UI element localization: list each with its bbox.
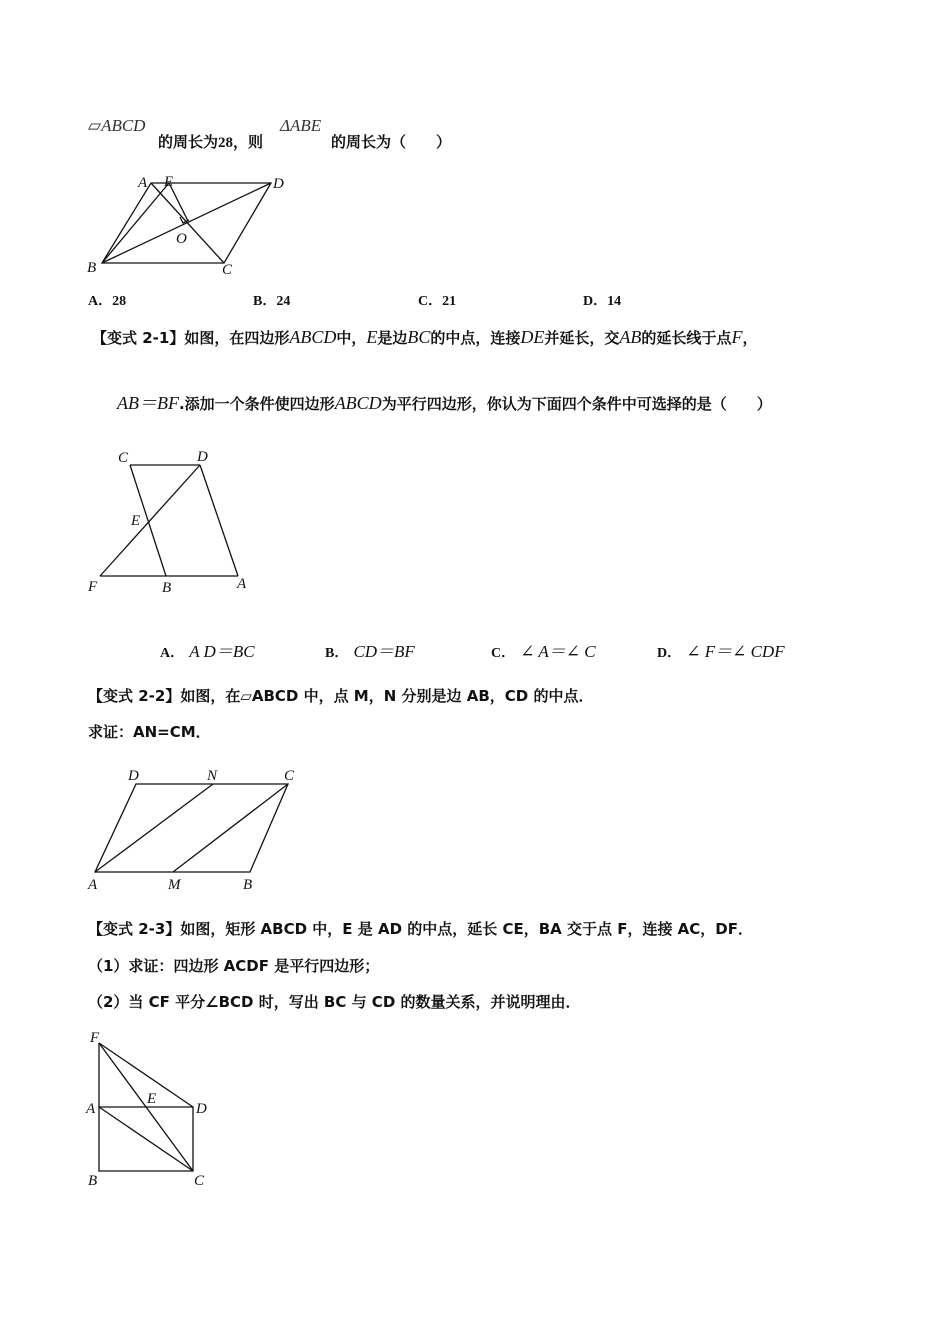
- label-e: E: [131, 513, 141, 529]
- v21-line1-part: ，: [742, 329, 758, 347]
- v21-line1-part: AB: [619, 327, 642, 347]
- v22-segment-mc: [173, 784, 288, 872]
- v21-option-d[interactable]: D． ∠ F＝∠ CDF: [657, 642, 785, 661]
- v21-option-a[interactable]: A． A D＝BC: [160, 642, 255, 661]
- v21-line1-part: 并延长，交: [544, 329, 620, 347]
- label-c: C: [222, 262, 233, 278]
- figure-v21-quadrilateral: [80, 440, 270, 600]
- v23-segment-ac: [99, 1107, 193, 1171]
- v23-segment-fd: [99, 1043, 193, 1107]
- v21-side-da: [200, 465, 238, 576]
- q1-option-a[interactable]: A．28: [88, 294, 127, 309]
- label-a: A: [237, 576, 247, 592]
- label-d: D: [196, 1101, 207, 1117]
- label-d: D: [273, 176, 284, 192]
- v22-parallelogram-abcd: [95, 784, 288, 872]
- q1-option-d[interactable]: D．14: [583, 294, 622, 309]
- v21-line1-part: ABCD: [289, 327, 337, 347]
- label-a: A: [138, 175, 148, 191]
- label-n: N: [207, 768, 218, 784]
- v23-part1: （1）求证：四边形 ACDF 是平行四边形；: [88, 957, 380, 975]
- v21-line2: AB＝BF.添加一个条件使四边形ABCD为平行四边形，你认为下面四个条件中可选择的是（ ）: [117, 393, 772, 413]
- label-a: A: [88, 877, 98, 893]
- v22-tag: 【变式 2-2】: [88, 687, 181, 705]
- v23-tag: 【变式 2-3】: [88, 920, 181, 938]
- v23-part2: （2）当 CF 平分∠BCD 时，写出 BC 与 CD 的数量关系，并说明理由．: [88, 993, 581, 1011]
- label-c: C: [194, 1173, 205, 1189]
- q1-text-perimeter: 的周长为28，则: [158, 133, 264, 151]
- label-d: D: [197, 449, 208, 465]
- v22-prove: 求证：AN=CM．: [88, 723, 211, 741]
- v21-line1-part: F: [731, 327, 743, 347]
- label-o: O: [176, 231, 187, 247]
- label-d: D: [128, 768, 139, 784]
- q1-segment-be: [102, 183, 169, 263]
- label-e: E: [147, 1091, 157, 1107]
- v21-line1-part: 的中点，连接: [430, 329, 521, 347]
- q1-diagonal-bd: [102, 183, 271, 263]
- label-m: M: [168, 877, 181, 893]
- v21-option-b[interactable]: B． CD＝BF: [325, 642, 415, 661]
- v21-option-c[interactable]: C． ∠ A＝∠ C: [491, 642, 596, 661]
- v21-line-fd: [100, 465, 200, 576]
- label-f: F: [90, 1030, 100, 1046]
- v21-line1-part: DE: [520, 327, 545, 347]
- v22-line1: 【变式 2-2】如图，在▱ABCD 中，点 M，N 分别是边 AB，CD 的中点．: [88, 687, 594, 705]
- v21-line1-part: 的延长线于点: [641, 329, 732, 347]
- v21-line1-part: BC: [407, 327, 431, 347]
- label-b: B: [87, 260, 97, 276]
- label-b: B: [162, 580, 172, 596]
- label-b: B: [88, 1173, 98, 1189]
- q1-option-b[interactable]: B．24: [253, 294, 291, 309]
- q1-option-c[interactable]: C．21: [418, 294, 457, 309]
- v21-line1-part: 如图，在四边形: [184, 329, 290, 347]
- v21-line1-part: E: [366, 327, 378, 347]
- figure-v22-parallelogram: [80, 760, 320, 900]
- v21-line1-part: 是边: [377, 329, 408, 347]
- label-c: C: [118, 450, 129, 466]
- label-c: C: [284, 768, 295, 784]
- label-e: E: [164, 174, 174, 190]
- label-b: B: [243, 877, 253, 893]
- v21-tag: 【变式 2-1】: [92, 329, 185, 347]
- figure-v23-rectangle: [80, 1025, 230, 1195]
- label-f: F: [88, 579, 98, 595]
- expr-triangle-abe: ΔABE: [280, 116, 322, 135]
- v21-expr-ab-bf: AB＝BF: [117, 393, 179, 413]
- v23-line1: 【变式 2-3】如图，矩形 ABCD 中，E 是 AD 的中点，延长 CE，BA 交于点 F，连接 AC，DF．: [88, 920, 753, 938]
- expr-parallelogram-abcd: ▱ABCD: [88, 116, 146, 135]
- q1-text-tail: 的周长为（ ）: [331, 133, 452, 151]
- v22-segment-an: [95, 784, 213, 872]
- figure-q1-parallelogram: [80, 170, 300, 280]
- v21-line1: [92, 327, 757, 348]
- v21-line1-part: 中，: [336, 329, 367, 347]
- label-a: A: [86, 1101, 96, 1117]
